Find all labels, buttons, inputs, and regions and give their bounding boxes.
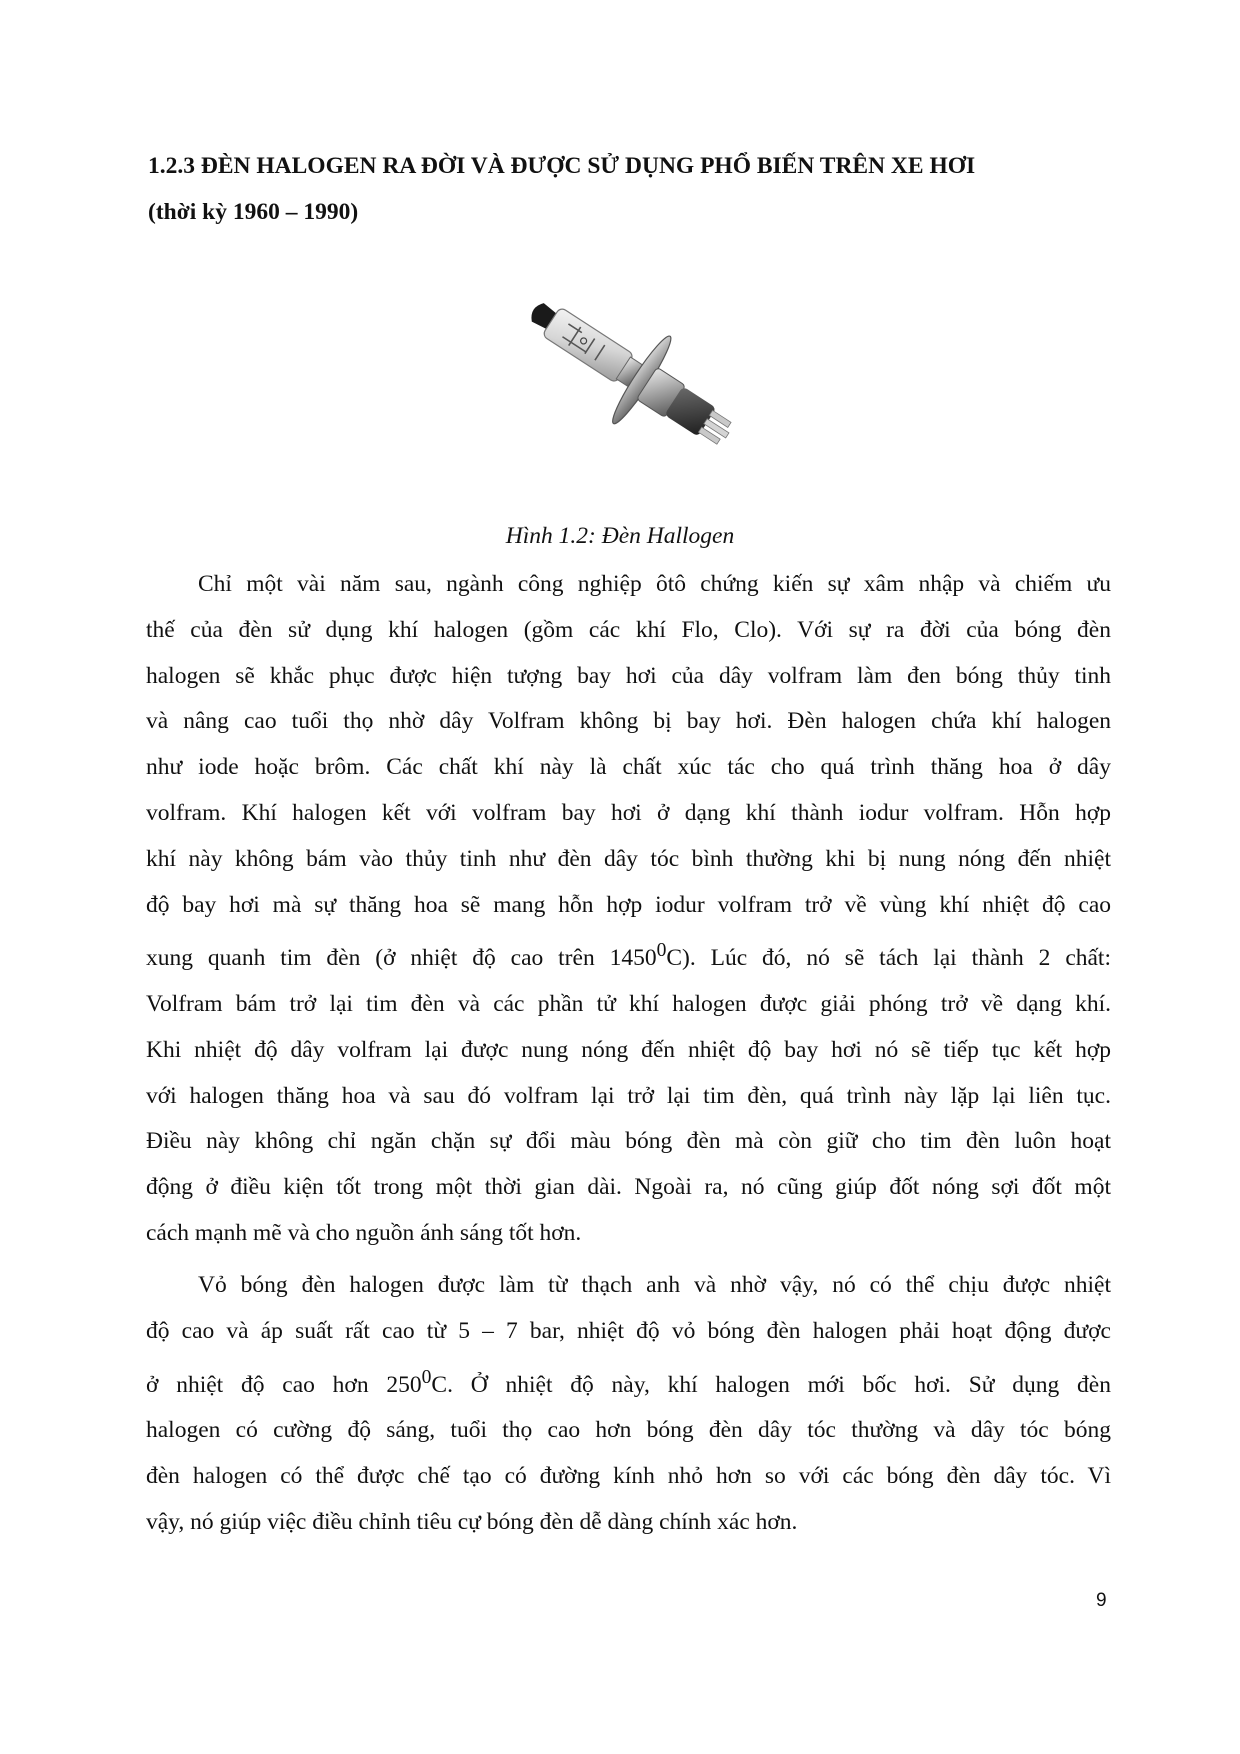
p1-temp-before: xung quanh tim đèn (ở nhiệt độ cao trên 1450: [146, 945, 657, 972]
p1-line: halogen sẽ khắc phục được hiện tượng bay hơi của dây volfram làm đen bóng thủy tinh: [146, 662, 1111, 689]
p2-temp-after: C. Ở nhiệt độ này, khí halogen mới bốc hơi. Sử dụng đèn: [431, 1371, 1111, 1398]
p1-line: khí này không bám vào thủy tinh như đèn dây tóc bình thường khi bị nung nóng đến nhiệt: [146, 845, 1111, 872]
paragraph-2: [146, 1263, 1111, 1546]
paragraph-1: [146, 562, 1111, 1257]
p1-line: Volfram bám trở lại tim đèn và các phần tử khí halogen được giải phóng trở về dạng khí.: [146, 991, 1111, 1017]
p2-line-4: halogen có cường độ sáng, tuổi thọ cao hơn bóng đèn dây tóc thường và dây tóc bóng: [146, 1417, 1111, 1444]
p1-line: với halogen thăng hoa và sau đó volfram lại trở lại tim đèn, quá trình này lặp lại liên tục.: [146, 1082, 1111, 1109]
p2-line-3: [146, 1355, 1111, 1409]
p2-line-2: độ cao và áp suất rất cao từ 5 – 7 bar, nhiệt độ vỏ bóng đèn halogen phải hoạt động được: [146, 1317, 1111, 1344]
p1-line: cách mạnh mẽ và cho nguồn ánh sáng tốt hơn.: [146, 1219, 582, 1246]
p1-temp-sup: 0: [656, 940, 667, 962]
p1-line: và nâng cao tuổi thọ nhờ dây Volfram không bị bay hơi. Đèn halogen chứa khí halogen: [146, 708, 1111, 735]
p2-temp-before: ở nhiệt độ cao hơn 250: [146, 1371, 422, 1398]
p1-line: độ bay hơi mà sự thăng hoa sẽ mang hỗn hợp iodur volfram trở về vùng khí nhiệt độ cao: [146, 891, 1111, 918]
halogen-bulb-icon: [505, 272, 765, 467]
section-heading: [148, 143, 1128, 235]
p2-line-5: đèn halogen có thể được chế tạo có đường kính nhỏ hơn so với các bóng đèn dây tóc. Vì: [146, 1463, 1111, 1490]
page-number: 9: [1096, 1590, 1107, 1611]
p1-line: volfram. Khí halogen kết với volfram bay hơi ở dạng khí thành iodur volfram. Hỗn hợp: [146, 799, 1111, 826]
figure-caption: Hình 1.2: Đèn Hallogen: [505, 523, 735, 549]
p1-line: Chỉ một vài năm sau, ngành công nghiệp ôtô chứng kiến sự xâm nhập và chiếm ưu: [198, 571, 1111, 597]
p1-line: động ở điều kiện tốt trong một thời gian dài. Ngoài ra, nó cũng giúp đốt nóng sợi đốt một: [146, 1174, 1111, 1201]
p1-line: Điều này không chỉ ngăn chặn sự đổi màu bóng đèn mà còn giữ cho tim đèn luôn hoạt: [146, 1128, 1111, 1155]
p1-line: Khi nhiệt độ dây volfram lại được nung nóng đến nhiệt độ bay hơi nó sẽ tiếp tục kết hợp: [146, 1036, 1111, 1063]
p1-temp-after: C). Lúc đó, nó sẽ tách lại thành 2 chất:: [666, 945, 1111, 972]
p2-line-6: vậy, nó giúp việc điều chỉnh tiêu cự bóng đèn dễ dàng chính xác hơn.: [146, 1508, 798, 1535]
p2-line-1: Vỏ bóng đèn halogen được làm từ thạch anh và nhờ vậy, nó có thể chịu được nhiệt: [198, 1272, 1111, 1298]
p2-temp-sup: 0: [421, 1366, 432, 1388]
p1-line: thế của đèn sử dụng khí halogen (gồm các khí Flo, Clo). Với sự ra đời của bóng đèn: [146, 616, 1111, 643]
heading-line-1: 1.2.3 ĐÈN HALOGEN RA ĐỜI VÀ ĐƯỢC SỬ DỤNG PHỔ BIẾN TRÊN XE HƠI: [148, 153, 976, 179]
p1-line-temperature: [146, 928, 1111, 982]
heading-line-2: (thời kỳ 1960 – 1990): [148, 199, 359, 225]
halogen-bulb-figure: [505, 272, 765, 467]
p1-line: như iode hoặc brôm. Các chất khí này là chất xúc tác cho quá trình thăng hoa ở dây: [146, 754, 1111, 781]
